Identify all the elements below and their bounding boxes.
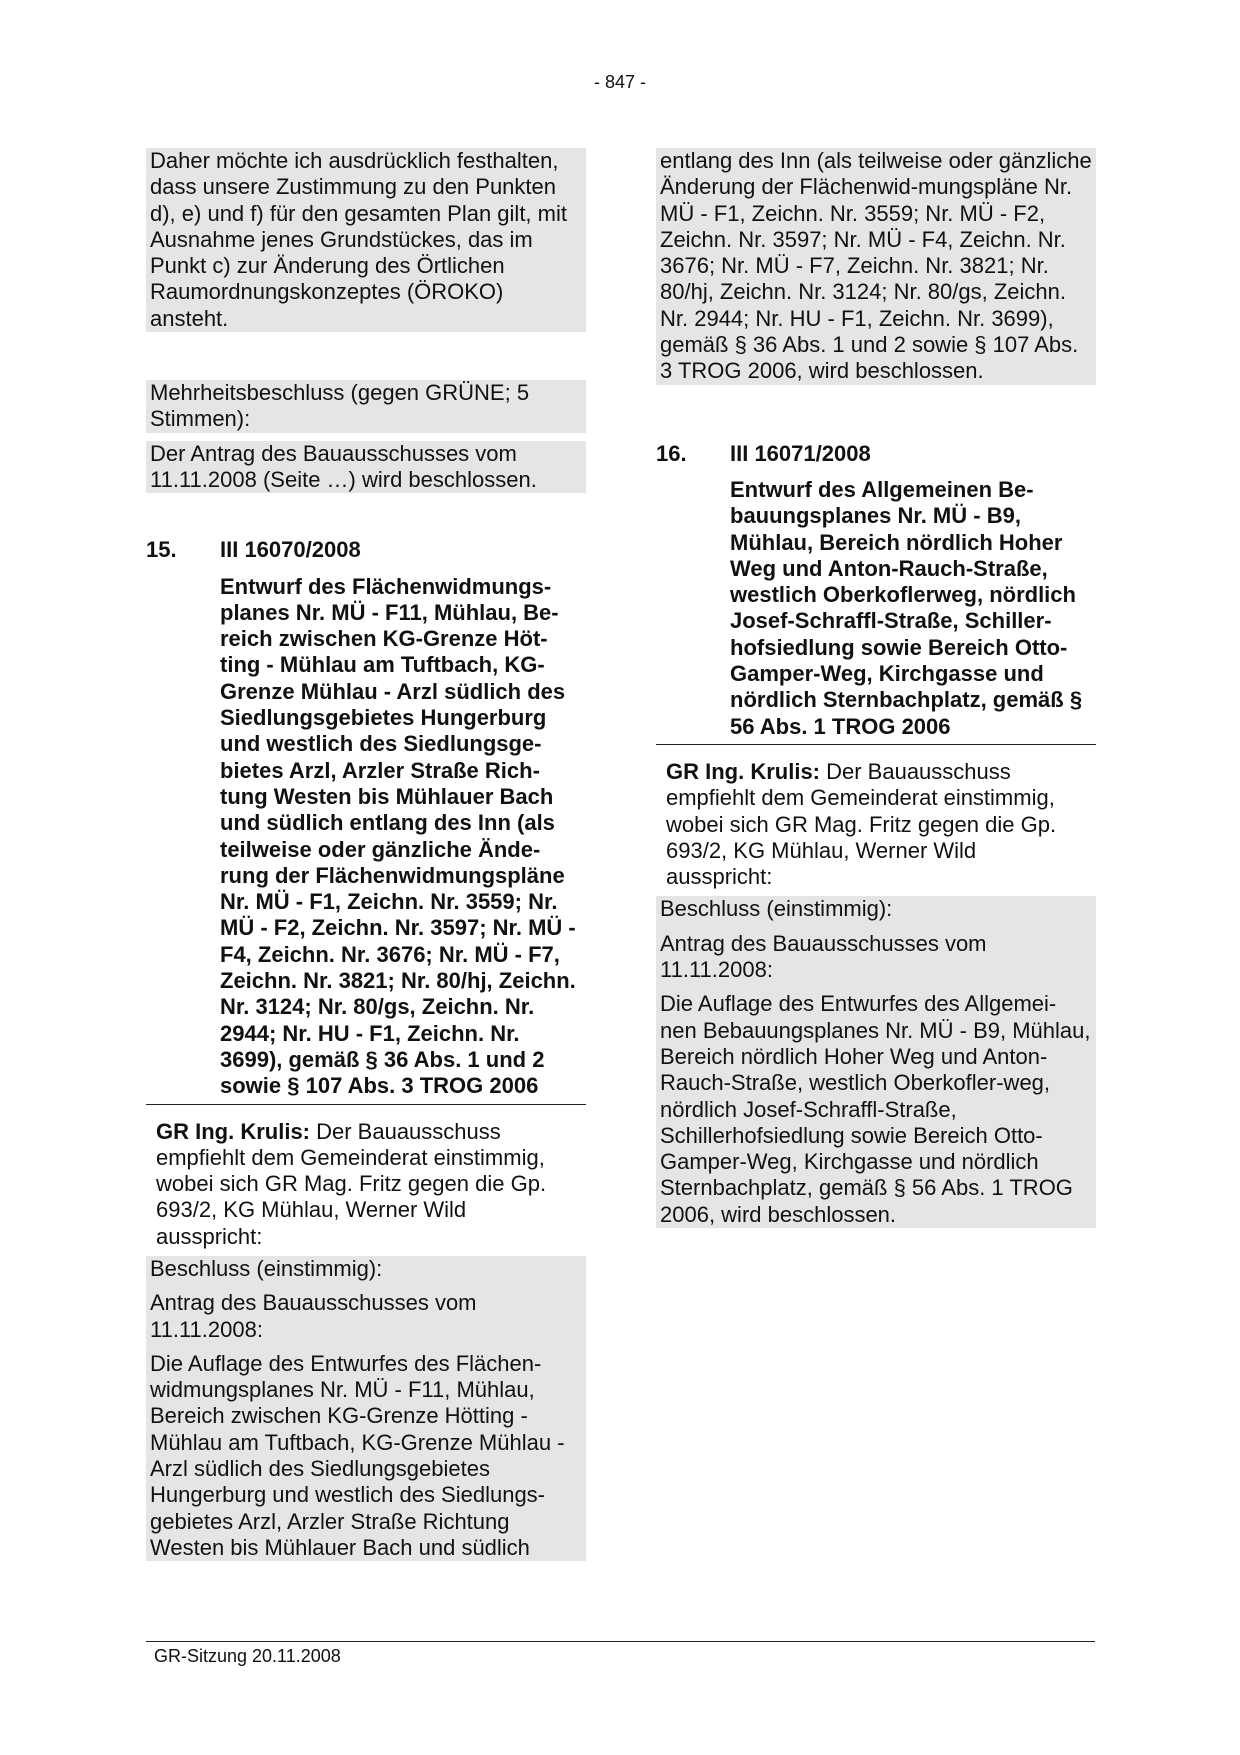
item-16-speech bbox=[656, 759, 1096, 896]
majority-resolution-label: Mehrheitsbeschluss (gegen GRÜNE; 5 Stimmen): bbox=[146, 380, 586, 433]
item-16-reference: III 16071/2008 bbox=[730, 440, 871, 466]
left-column bbox=[146, 148, 586, 1561]
item-15-number: 15. bbox=[146, 537, 177, 563]
item-15-title: Entwurf des Flächenwidmungs-planes Nr. MÜ - F11, Mühlau, Be-reich zwischen KG-Grenze Höt-ting - Mühlau am Tuftbach, KG-Grenze Mühlau - Arzl südlich des Siedlungsgebietes Hungerburg und westlich des Siedlungsge-bietes Arzl, Arzler Straße Rich-tung Westen bis Mühlauer Bach und südlich entlang des Inn (als teilweise oder gänzliche Ände-rung der Flächenwidmungspläne Nr. MÜ - F1, Zeichn. Nr. 3559; Nr. MÜ - F2, Zeichn. Nr. 3597; Nr. MÜ - F4, Zeichn. Nr. 3676; Nr. MÜ - F7, Zeichn. Nr. 3821; Nr. 80/hj, Zeichn. Nr. 3124; Nr. 80/gs, Zeichn. Nr. 2944; Nr. HU - F1, Zeichn. Nr. 3699), gemäß § 36 Abs. 1 und 2 sowie § 107 Abs. 3 TROG 2006 bbox=[146, 574, 586, 1105]
page-number: - 847 - bbox=[593, 72, 647, 92]
agenda-item-15 bbox=[146, 537, 586, 1561]
item-15-speech-text: Der Bauausschuss empfiehlt dem Gemeinderat einstimmig, wobei sich GR Mag. Fritz gegen die Gp. 693/2, KG Mühlau, Werner Wild ausspricht: bbox=[156, 1118, 547, 1249]
item-15-motion-text: Die Auflage des Entwurfes des Flächen-widmungsplanes Nr. MÜ - F11, Mühlau, Bereich zwischen KG-Grenze Hötting - Mühlau am Tuftbach, KG-Grenze Mühlau - Arzl südlich des Siedlungsgebietes Hungerburg und westlich des Siedlungs-gebietes Arzl, Arzler Straße Richtung Westen bis Mühlauer Bach und südlich bbox=[146, 1351, 586, 1561]
agenda-item-16 bbox=[656, 441, 1096, 1228]
item-15-resolution-label: Beschluss (einstimmig): bbox=[146, 1256, 586, 1282]
item-16-speaker: GR Ing. Krulis: bbox=[666, 758, 820, 784]
item-16-speech-text: Der Bauausschuss empfiehlt dem Gemeinderat einstimmig, wobei sich GR Mag. Fritz gegen die Gp. 693/2, KG Mühlau, Werner Wild ausspricht: bbox=[666, 758, 1057, 890]
item-15-reference: III 16070/2008 bbox=[220, 537, 361, 563]
item-16-header bbox=[656, 441, 1096, 467]
item-15-speech bbox=[146, 1119, 586, 1256]
right-column bbox=[656, 148, 1096, 1228]
footer-divider bbox=[146, 1641, 1095, 1642]
item-16-resolution-label: Beschluss (einstimmig): bbox=[656, 896, 1096, 922]
motion-continuation: entlang des Inn (als teilweise oder gänzliche Änderung der Flächenwid-mungspläne Nr. MÜ - F1, Zeichn. Nr. 3559; Nr. MÜ - F2, Zeichn. Nr. 3597; Nr. MÜ - F4, Zeichn. Nr. 3676; Nr. MÜ - F7, Zeichn. Nr. 3821; Nr. 80/hj, Zeichn. Nr. 3124; Nr. 80/gs, Zeichn. Nr. 2944; Nr. HU - F1, Zeichn. Nr. 3699), gemäß § 36 Abs. 1 und 2 sowie § 107 Abs. 3 TROG 2006, wird beschlossen. bbox=[656, 148, 1096, 385]
item-15-motion-label: Antrag des Bauausschusses vom 11.11.2008: bbox=[146, 1290, 586, 1343]
footer-text: GR-Sitzung 20.11.2008 bbox=[154, 1646, 341, 1666]
majority-resolution-text: Der Antrag des Bauausschusses vom 11.11.2008 (Seite …) wird beschlossen. bbox=[146, 441, 586, 494]
item-15-speaker: GR Ing. Krulis: bbox=[156, 1118, 310, 1144]
item-16-title: Entwurf des Allgemeinen Be-bauungsplanes Nr. MÜ - B9, Mühlau, Bereich nördlich Hoher Weg und Anton-Rauch-Straße, westlich Oberkoflerweg, nördlich Josef-Schraffl-Straße, Schiller-hofsiedlung sowie Bereich Otto-Gamper-Weg, Kirchgasse und nördlich Sternbachplatz, gemäß § 56 Abs. 1 TROG 2006 bbox=[656, 477, 1096, 745]
item-16-motion-label: Antrag des Bauausschusses vom 11.11.2008: bbox=[656, 931, 1096, 984]
item-16-motion-text: Die Auflage des Entwurfes des Allgemei-nen Bebauungsplanes Nr. MÜ - B9, Mühlau, Bereich nördlich Hoher Weg und Anton-Rauch-Straße, westlich Oberkofler-weg, nördlich Josef-Schraffl-Straße, Schillerhofsiedlung sowie Bereich Otto-Gamper-Weg, Kirchgasse und nördlich Sternbachplatz, gemäß § 56 Abs. 1 TROG 2006, wird beschlossen. bbox=[656, 991, 1096, 1228]
item-16-number: 16. bbox=[656, 440, 687, 466]
item-15-header bbox=[146, 537, 586, 563]
intro-text: Daher möchte ich ausdrücklich festhalten, dass unsere Zustimmung zu den Punkten d), e) und f) für den gesamten Plan gilt, mit Ausnahme jenes Grundstückes, das im Punkt c) zur Änderung des Örtlichen Raumordnungskonzeptes (ÖROKO) ansteht. bbox=[146, 148, 586, 332]
